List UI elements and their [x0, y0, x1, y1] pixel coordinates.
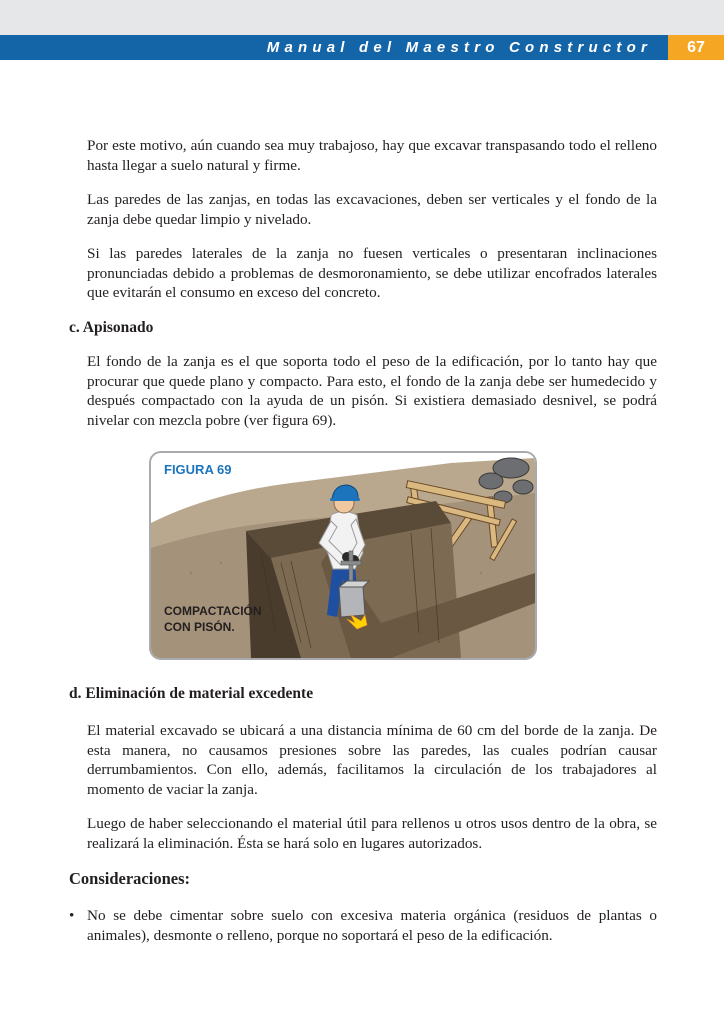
- paragraph-2: Las paredes de las zanjas, en todas las excavaciones, deben ser verticales y el fondo de la zanja debe quedar limpio y nivelado.: [87, 191, 657, 228]
- figure-69: [149, 451, 537, 660]
- page-number: 67: [668, 35, 724, 60]
- running-header: [0, 35, 724, 60]
- figure-caption-line-1: COMPACTACIÓN: [164, 604, 262, 618]
- bullet-mark: •: [69, 907, 75, 924]
- top-margin-band: [0, 0, 724, 35]
- figure-caption-line-2: CON PISÓN.: [164, 620, 235, 634]
- section-heading-c: c. Apisonado: [69, 319, 154, 336]
- figure-caption: [164, 603, 284, 635]
- section-heading-d: d. Eliminación de material excedente: [69, 685, 314, 702]
- bullet-text: No se debe cimentar sobre suelo con excesiva materia orgánica (residuos de plantas o animales), desmonte o relleno, porque no soportará el peso de la edificación.: [87, 907, 657, 944]
- paragraph-3: Si las paredes laterales de la zanja no fuesen verticales o presentaran inclinaciones pronunciadas debido a problemas de desmoronamiento, se debe utilizar encofrados laterales que evitarán el consumo en exceso del concreto.: [87, 245, 657, 301]
- paragraph-5: El material excavado se ubicará a una distancia mínima de 60 cm del borde de la zanja. De esta manera, no causamos presiones sobre las paredes, las cuales podrían causar derrumbamientos. Con ello, además, facilitamos la circulación de los trabajadores al momento de vaciar la zanja.: [87, 722, 657, 798]
- figure-label: FIGURA 69: [164, 462, 232, 477]
- considerations-heading: Consideraciones:: [69, 869, 190, 888]
- paragraph-1: Por este motivo, aún cuando sea muy trabajoso, hay que excavar transpasando todo el relleno hasta llegar a suelo natural y firme.: [87, 137, 657, 174]
- header-title: Manual del Maestro Constructor: [266, 39, 652, 56]
- paragraph-6: Luego de haber seleccionando el material útil para rellenos u otros usos dentro de la obra, se realizará la eliminación. Ésta se hará solo en lugares autorizados.: [87, 815, 657, 852]
- paragraph-4: El fondo de la zanja es el que soporta todo el peso de la edificación, por lo tanto hay que procurar que quede plano y compacto. Para esto, el fondo de la zanja debe ser humedecido y después compactado con la ayuda de un pisón. Si existiera demasiado desnivel, se podrá nivelar con mezcla pobre (ver figura 69).: [87, 353, 657, 429]
